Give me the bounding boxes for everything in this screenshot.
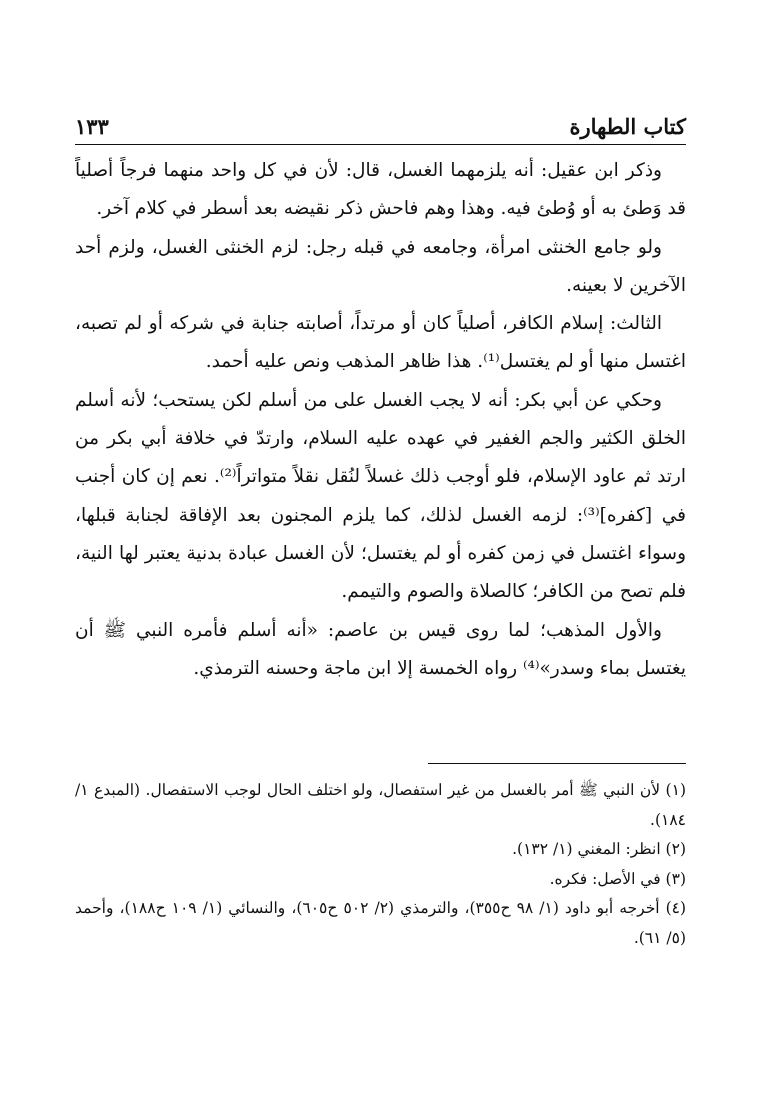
footnote-divider — [428, 763, 686, 764]
page-number: ١٣٣ — [75, 114, 109, 139]
main-text — [75, 152, 686, 688]
paragraph: والأول المذهب؛ لما روى قيس بن عاصم: «أنه أسلم فأمره النبي ﷺ أن يغتسل بماء وسدر»⁽⁴⁾ رواه الخمسة إلا ابن ماجة وحسنه الترمذي. — [75, 619, 686, 679]
chapter-title: كتاب الطهارة — [569, 114, 686, 139]
footnotes — [75, 776, 686, 953]
paragraph: وذكر ابن عقيل: أنه يلزمهما الغسل، قال: لأن في كل واحد منهما فرجاً أصلياً قد وَطئ به أو وُطئ فيه. وهذا وهم فاحش ذكر نقيضه بعد أسطر في كلام آخر. — [75, 160, 686, 220]
paragraph: ولو جامع الخنثى امرأة، وجامعه في قبله رجل: لزم الخنثى الغسل، ولزم أحد الآخرين لا بعينه. — [75, 236, 686, 296]
page-header — [75, 114, 686, 145]
footnote: (٤) أخرجه أبو داود (١/ ٩٨ ح٣٥٥)، والترمذي (٢/ ٥٠٢ ح٦٠٥)، والنسائي (١/ ١٠٩ ح١٨٨)، وأحمد (٥/ ٦١). — [75, 899, 687, 947]
footnote: (١) لأن النبي ﷺ أمر بالغسل من غير استفصال، ولو اختلف الحال لوجب الاستفصال. (المبدع ١/ ١٨٤). — [75, 781, 686, 829]
paragraph: الثالث: إسلام الكافر، أصلياً كان أو مرتداً، أصابته جنابة في شركه أو لم تصبه، اغتسل منها أو لم يغتسل⁽¹⁾. هذا ظاهر المذهب ونص عليه أحمد. — [75, 313, 686, 373]
footnote: (٣) في الأصل: فكره. — [549, 869, 686, 888]
paragraph: وحكي عن أبي بكر: أنه لا يجب الغسل على من أسلم لكن يستحب؛ لأنه أسلم الخلق الكثير والجم الغفير في عهده عليه السلام، وارتدّ في خلافة أبي بكر من ارتد ثم عاود الإسلام، فلو أوجب ذلك غسلاً لنُقل نقلاً متواتراً⁽²⁾. نعم إن كان أجنب في [كفره]⁽³⁾: لزمه الغسل لذلك، كما يلزم المجنون بعد الإفاقة لجنابة قبلها، وسواء اغتسل في زمن كفره أو لم يغتسل؛ لأن الغسل عبادة بدنية يعتبر لها النية، فلم تصح من الكافر؛ كالصلاة والصوم والتيمم. — [75, 389, 687, 603]
footnote: (٢) انظر: المغني (١/ ١٣٢). — [512, 840, 686, 858]
